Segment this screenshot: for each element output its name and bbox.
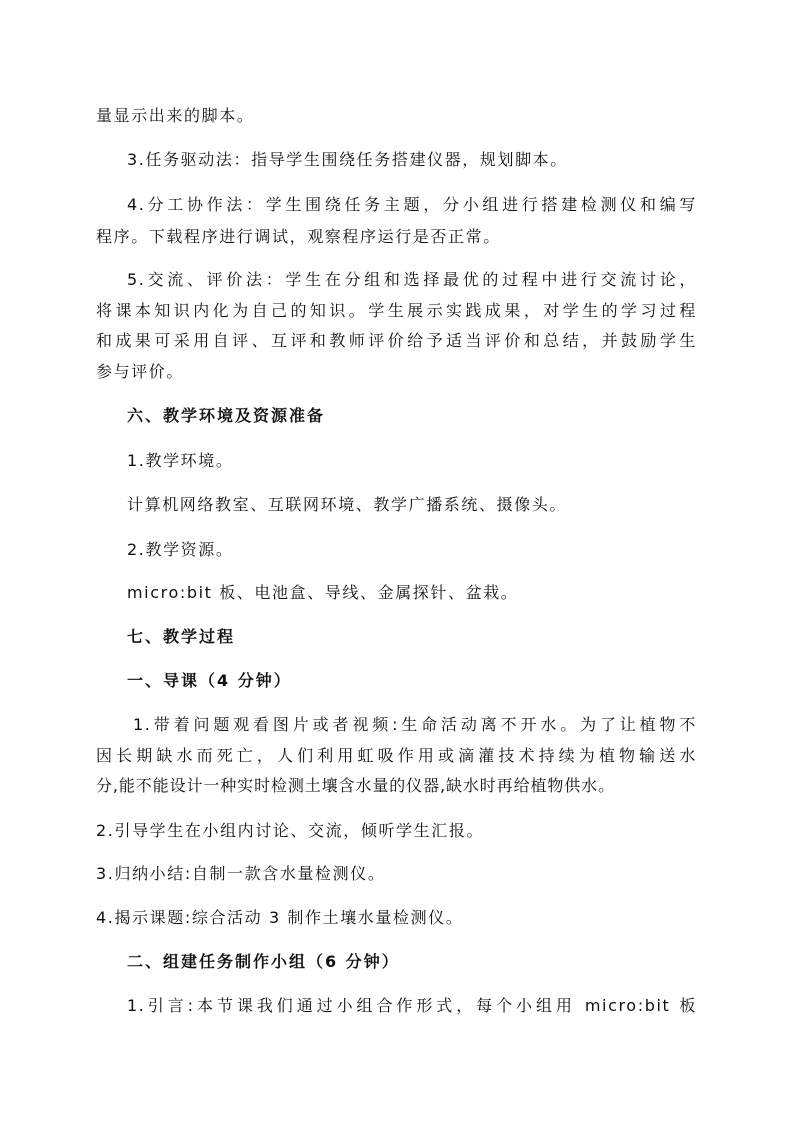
text-line-5: 5.交流、评价法：学生在分组和选择最优的过程中进行交流讨论， bbox=[127, 270, 697, 289]
text-line-16: 1.带着问题观看图片或者视频:生命活动离不开水。为了让植物不 bbox=[133, 715, 697, 734]
text-line-23: 1.引言:本节课我们通过小组合作形式，每个小组用 micro:bit 板 bbox=[127, 996, 697, 1015]
text-line-2: 3.任务驱动法：指导学生围绕任务搭建仪器，规划脚本。 bbox=[127, 150, 568, 169]
text-line-11: 计算机网络教室、互联网环境、教学广播系统、摄像头。 bbox=[127, 495, 568, 514]
subsection-heading-groups: 二、组建任务制作小组（6 分钟） bbox=[127, 952, 400, 971]
text-line-7: 和成果可采用自评、互评和教师评价给予适当评价和总结，并鼓励学生 bbox=[96, 331, 697, 350]
text-line-8: 参与评价。 bbox=[96, 362, 185, 381]
section-heading-process: 七、教学过程 bbox=[127, 627, 236, 646]
text-line-13: micro:bit 板、电池盒、导线、金属探针、盆栽。 bbox=[127, 583, 519, 602]
text-line-4: 程序。下载程序进行调试，观察程序运行是否正常。 bbox=[96, 227, 501, 246]
text-line-1: 量显示出来的脚本。 bbox=[96, 106, 255, 125]
subsection-heading-intro: 一、导课（4 分钟） bbox=[127, 671, 292, 690]
text-line-19: 2.引导学生在小组内讨论、交流，倾听学生汇报。 bbox=[96, 821, 485, 840]
text-line-3: 4.分工协作法：学生围绕任务主题，分小组进行搭建检测仪和编写 bbox=[127, 195, 697, 214]
text-line-10: 1.教学环境。 bbox=[127, 451, 234, 470]
text-line-18: 分,能不能设计一种实时检测土壤含水量的仪器,缺水时再给植物供水。 bbox=[96, 776, 615, 795]
text-line-21: 4.揭示课题:综合活动 3 制作土壤水量检测仪。 bbox=[96, 908, 464, 927]
text-line-17: 因长期缺水而死亡，人们利用虹吸作用或滴灌技术持续为植物输送水 bbox=[96, 746, 697, 765]
section-heading-environment: 六、教学环境及资源准备 bbox=[127, 406, 326, 425]
text-line-6: 将课本知识内化为自己的知识。学生展示实践成果，对学生的学习过程 bbox=[96, 301, 697, 320]
text-line-12: 2.教学资源。 bbox=[127, 540, 234, 559]
text-line-20: 3.归纳小结:自制一款含水量检测仪。 bbox=[96, 864, 386, 883]
